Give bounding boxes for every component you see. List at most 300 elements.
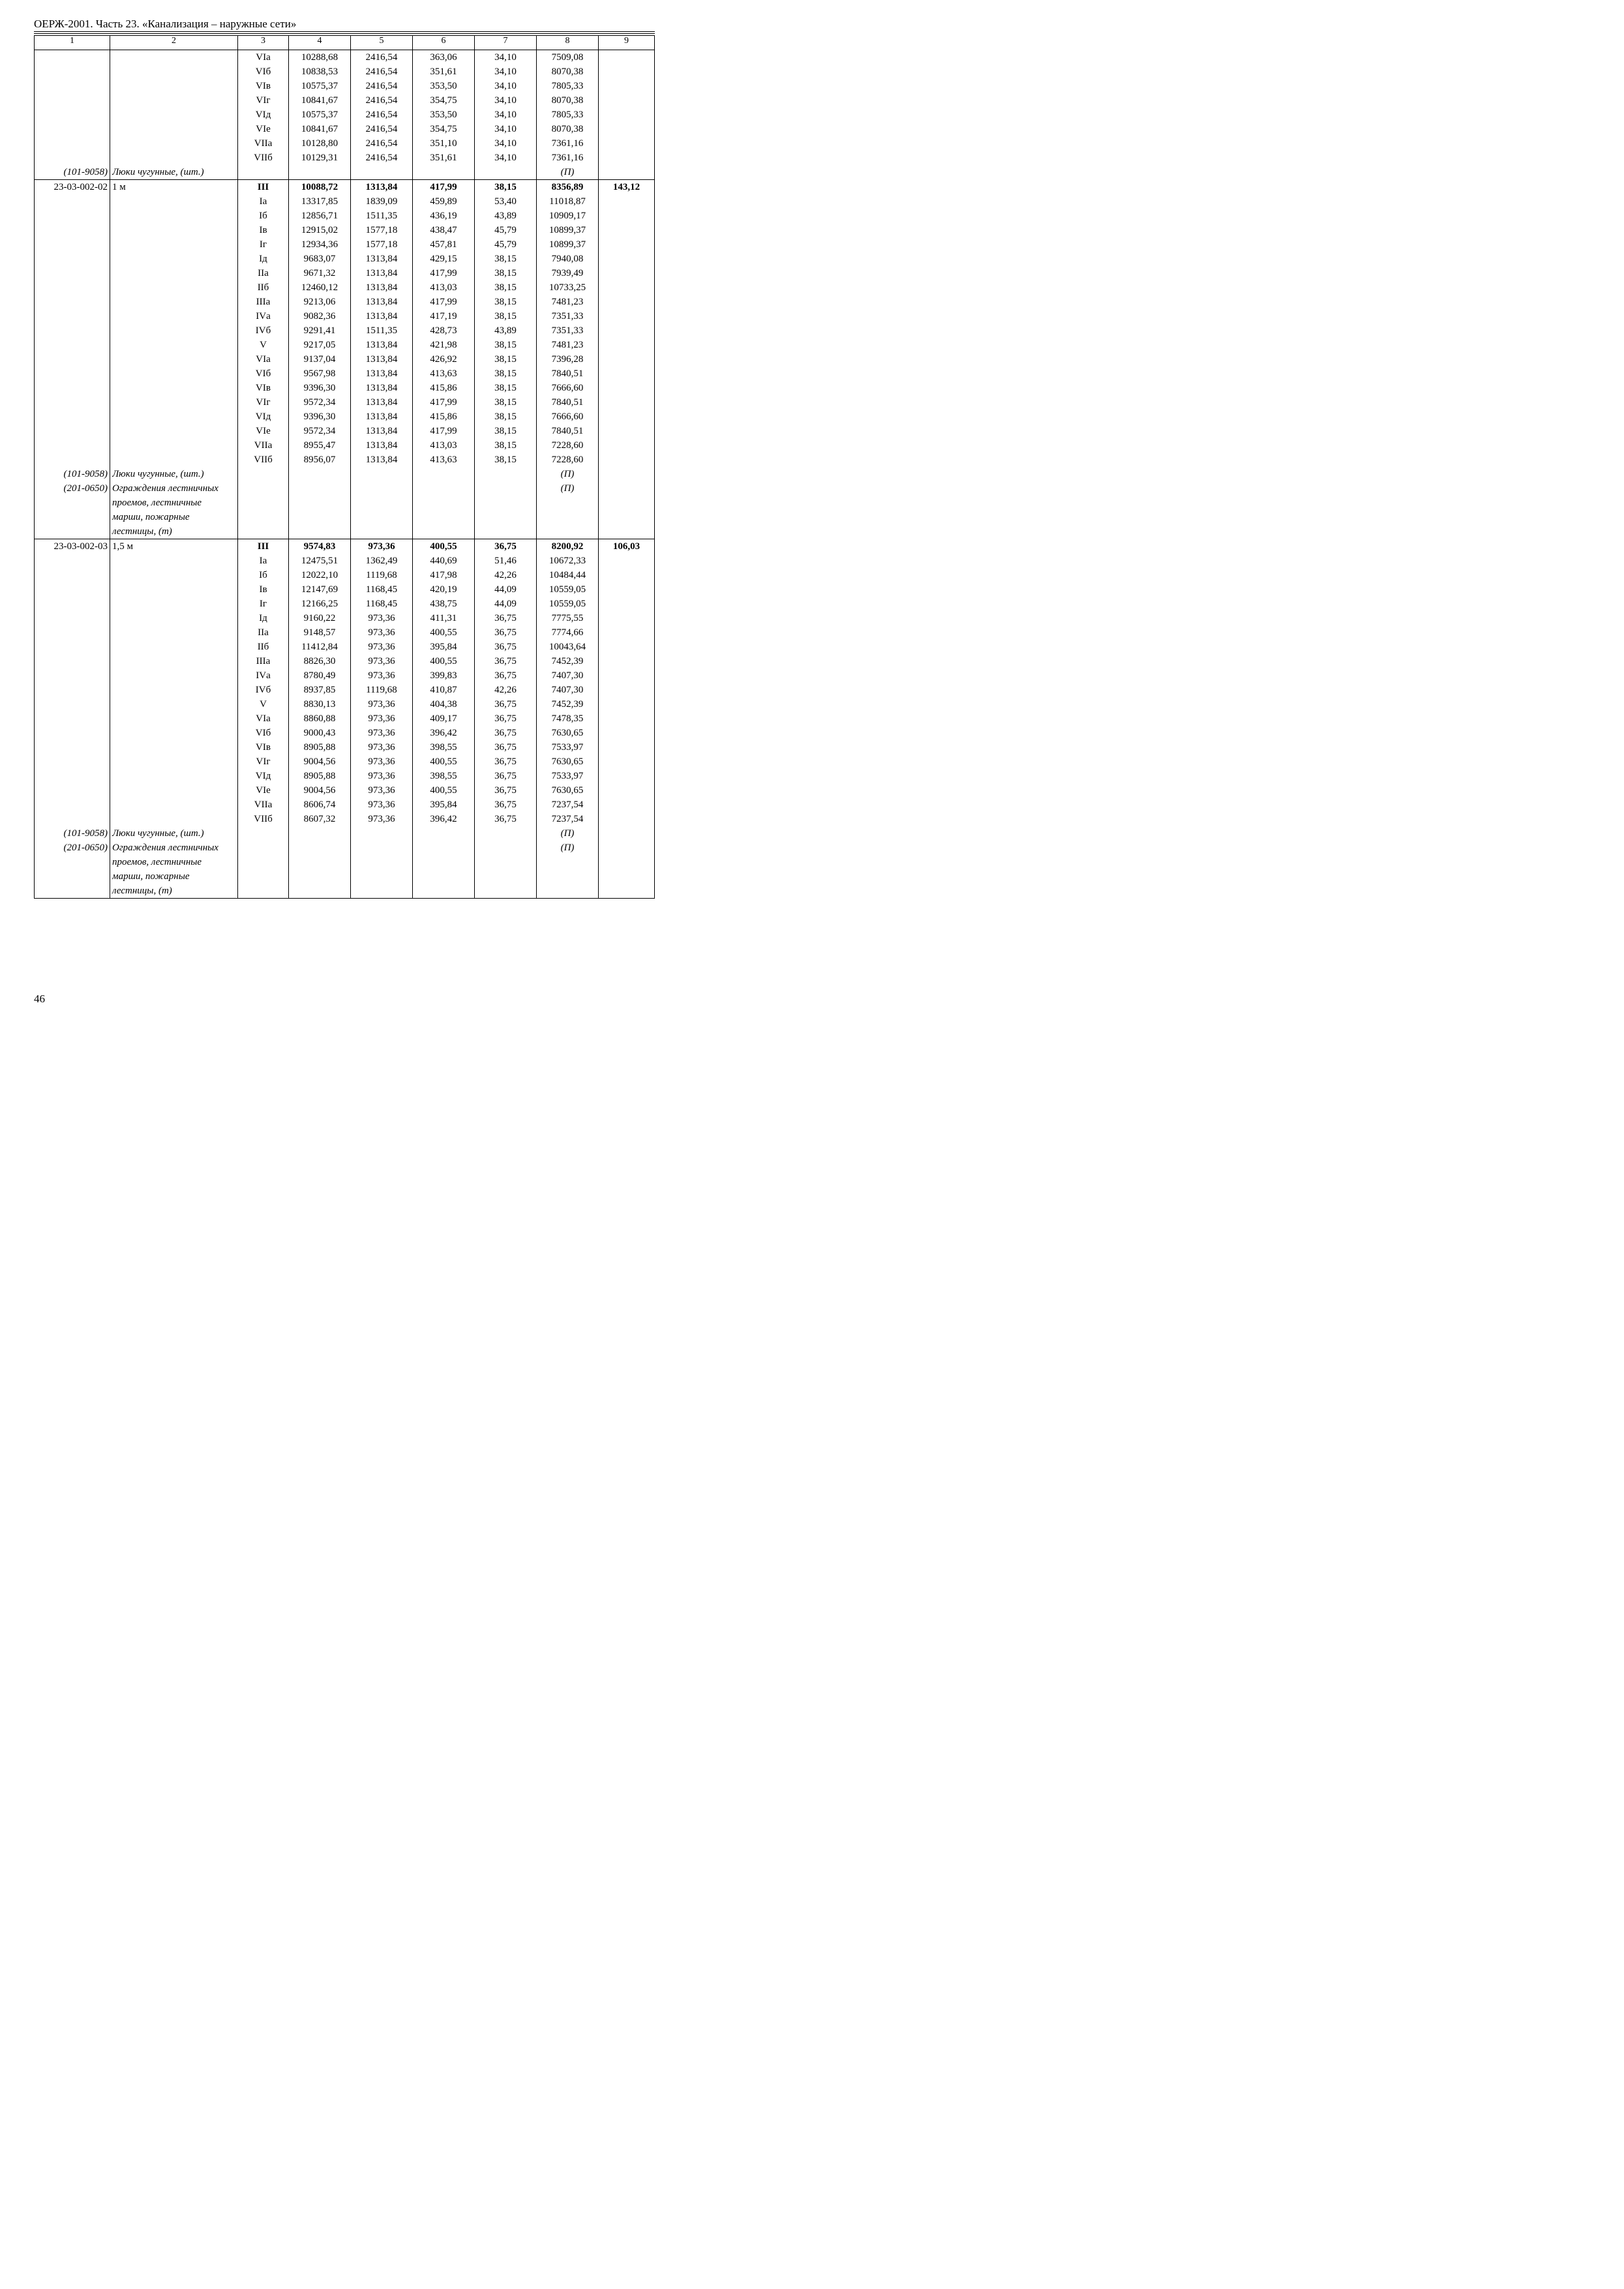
value-cell-5: 973,36: [351, 697, 413, 711]
value-cell-4: 8826,30: [289, 654, 351, 668]
value-cell-6: 400,55: [413, 539, 475, 554]
value-cell-5: 1168,45: [351, 582, 413, 597]
zone-cell: Iб: [238, 568, 289, 582]
value-cell-6: 438,75: [413, 597, 475, 611]
value-cell-4: 12856,71: [289, 209, 351, 223]
value-cell-7: 38,15: [475, 338, 537, 352]
name-cell: [110, 668, 238, 683]
value-cell-4: 10288,68: [289, 50, 351, 65]
value-cell-4: [289, 841, 351, 899]
value-cell-4: 9213,06: [289, 295, 351, 309]
value-cell-8: 7840,51: [537, 395, 599, 410]
code-cell: [35, 79, 110, 93]
column-header: 3: [238, 36, 289, 50]
table-row: [35, 582, 655, 597]
value-cell-5: 1362,49: [351, 554, 413, 568]
value-cell-6: [413, 826, 475, 841]
name-cell: [110, 755, 238, 769]
value-cell-4: 8955,47: [289, 438, 351, 453]
name-cell: [110, 453, 238, 467]
value-cell-7: [475, 481, 537, 539]
code-cell: [35, 769, 110, 783]
value-cell-8: 7840,51: [537, 367, 599, 381]
value-cell-9: [599, 280, 655, 295]
value-cell-6: 353,50: [413, 79, 475, 93]
name-cell: [110, 93, 238, 108]
value-cell-5: [351, 165, 413, 180]
value-cell-4: 11412,84: [289, 640, 351, 654]
value-cell-4: 10575,37: [289, 108, 351, 122]
value-cell-4: [289, 481, 351, 539]
value-cell-6: 438,47: [413, 223, 475, 237]
zone-cell: VIIа: [238, 798, 289, 812]
code-cell: [35, 395, 110, 410]
name-cell: [110, 280, 238, 295]
value-cell-5: 973,36: [351, 611, 413, 625]
value-cell-4: 12934,36: [289, 237, 351, 252]
value-cell-5: 2416,54: [351, 79, 413, 93]
value-cell-9: [599, 826, 655, 841]
zone-cell: III: [238, 539, 289, 554]
zone-cell: [238, 467, 289, 481]
value-cell-7: 34,10: [475, 79, 537, 93]
value-cell-8: 7940,08: [537, 252, 599, 266]
value-cell-4: 12166,25: [289, 597, 351, 611]
zone-cell: VIа: [238, 50, 289, 65]
table-row: [35, 438, 655, 453]
zone-cell: V: [238, 338, 289, 352]
value-cell-5: 1313,84: [351, 410, 413, 424]
value-cell-5: 2416,54: [351, 122, 413, 136]
table-row: [35, 453, 655, 467]
value-cell-7: 51,46: [475, 554, 537, 568]
value-cell-4: 12460,12: [289, 280, 351, 295]
zone-cell: IIIа: [238, 654, 289, 668]
zone-cell: VIе: [238, 424, 289, 438]
value-cell-6: 351,61: [413, 151, 475, 165]
value-cell-8: 7228,60: [537, 438, 599, 453]
value-cell-7: 45,79: [475, 237, 537, 252]
value-cell-6: [413, 467, 475, 481]
zone-cell: IVа: [238, 668, 289, 683]
value-cell-7: 36,75: [475, 625, 537, 640]
value-cell-4: 9567,98: [289, 367, 351, 381]
value-cell-4: 12915,02: [289, 223, 351, 237]
column-header: 9: [599, 36, 655, 50]
value-cell-6: 400,55: [413, 625, 475, 640]
code-cell: [35, 65, 110, 79]
value-cell-8: 7939,49: [537, 266, 599, 280]
value-cell-8: (П): [537, 481, 599, 539]
value-cell-6: 400,55: [413, 783, 475, 798]
zone-cell: [238, 481, 289, 539]
value-cell-6: 404,38: [413, 697, 475, 711]
zone-cell: IIа: [238, 266, 289, 280]
value-cell-6: 399,83: [413, 668, 475, 683]
material-name-line: проемов, лестничные: [112, 498, 202, 508]
zone-cell: Iв: [238, 582, 289, 597]
value-cell-9: [599, 582, 655, 597]
code-cell: 23-03-002-02: [35, 180, 110, 195]
value-cell-9: [599, 568, 655, 582]
value-cell-4: 8830,13: [289, 697, 351, 711]
value-cell-5: 1313,84: [351, 381, 413, 395]
value-cell-5: 2416,54: [351, 136, 413, 151]
value-cell-8: 7481,23: [537, 338, 599, 352]
value-cell-8: 8356,89: [537, 180, 599, 195]
table-row: [35, 711, 655, 726]
value-cell-8: 7407,30: [537, 668, 599, 683]
value-cell-7: 53,40: [475, 194, 537, 209]
value-cell-6: 426,92: [413, 352, 475, 367]
value-cell-4: 9671,32: [289, 266, 351, 280]
value-cell-9: [599, 165, 655, 180]
value-cell-6: 413,63: [413, 367, 475, 381]
value-cell-9: [599, 740, 655, 755]
value-cell-6: 428,73: [413, 323, 475, 338]
value-cell-4: 9160,22: [289, 611, 351, 625]
name-cell: [110, 740, 238, 755]
zone-cell: IIа: [238, 625, 289, 640]
name-cell: [110, 338, 238, 352]
name-cell: [110, 424, 238, 438]
code-cell: [35, 223, 110, 237]
value-cell-4: [289, 165, 351, 180]
value-cell-5: 973,36: [351, 755, 413, 769]
zone-cell: Iа: [238, 554, 289, 568]
name-cell: [110, 395, 238, 410]
name-cell: [110, 252, 238, 266]
code-cell: [35, 568, 110, 582]
value-cell-6: 457,81: [413, 237, 475, 252]
material-name-line: марши, пожарные: [112, 871, 190, 882]
value-cell-6: 354,75: [413, 93, 475, 108]
material-row: [35, 841, 655, 899]
zone-cell: VIв: [238, 740, 289, 755]
material-name-line: лестницы, (т): [112, 886, 172, 896]
value-cell-5: 1511,35: [351, 323, 413, 338]
name-cell: [110, 697, 238, 711]
table-row: [35, 640, 655, 654]
value-cell-6: 413,03: [413, 280, 475, 295]
value-cell-8: 7533,97: [537, 769, 599, 783]
value-cell-9: [599, 812, 655, 826]
value-cell-9: [599, 122, 655, 136]
value-cell-5: 1511,35: [351, 209, 413, 223]
code-cell: [35, 812, 110, 826]
value-cell-8: 10484,44: [537, 568, 599, 582]
value-cell-7: 34,10: [475, 136, 537, 151]
value-cell-7: 38,15: [475, 367, 537, 381]
value-cell-4: 9004,56: [289, 755, 351, 769]
value-cell-7: 38,15: [475, 438, 537, 453]
table-row: [35, 381, 655, 395]
value-cell-4: 12475,51: [289, 554, 351, 568]
value-cell-4: 9082,36: [289, 309, 351, 323]
value-cell-5: 1839,09: [351, 194, 413, 209]
value-cell-8: 7666,60: [537, 381, 599, 395]
value-cell-7: 38,15: [475, 352, 537, 367]
code-cell: [35, 453, 110, 467]
value-cell-8: 7775,55: [537, 611, 599, 625]
code-cell: [35, 209, 110, 223]
name-cell: [110, 79, 238, 93]
value-cell-9: [599, 309, 655, 323]
code-cell: [35, 597, 110, 611]
table-row: [35, 280, 655, 295]
value-cell-6: 363,06: [413, 50, 475, 65]
value-cell-5: 2416,54: [351, 50, 413, 65]
value-cell-6: 417,99: [413, 424, 475, 438]
value-cell-7: [475, 165, 537, 180]
code-cell: [35, 683, 110, 697]
value-cell-7: [475, 467, 537, 481]
value-cell-6: 417,19: [413, 309, 475, 323]
table-row: [35, 625, 655, 640]
value-cell-9: [599, 352, 655, 367]
value-cell-9: [599, 554, 655, 568]
value-cell-4: 9396,30: [289, 381, 351, 395]
table-row: [35, 209, 655, 223]
value-cell-6: 417,99: [413, 266, 475, 280]
value-cell-4: 10575,37: [289, 79, 351, 93]
value-cell-5: 973,36: [351, 740, 413, 755]
name-cell: [110, 410, 238, 424]
value-cell-7: 38,15: [475, 280, 537, 295]
value-cell-6: 413,63: [413, 453, 475, 467]
value-cell-6: 415,86: [413, 410, 475, 424]
table-row: [35, 309, 655, 323]
zone-cell: VIг: [238, 395, 289, 410]
code-cell: [35, 438, 110, 453]
value-cell-5: 2416,54: [351, 65, 413, 79]
value-cell-4: 8905,88: [289, 740, 351, 755]
table-row: [35, 755, 655, 769]
value-cell-9: [599, 93, 655, 108]
value-cell-6: 400,55: [413, 654, 475, 668]
value-cell-7: 36,75: [475, 668, 537, 683]
value-cell-6: 398,55: [413, 740, 475, 755]
table-row: [35, 568, 655, 582]
value-cell-8: 10559,05: [537, 597, 599, 611]
table-row: [35, 50, 655, 65]
code-cell: [35, 338, 110, 352]
value-cell-7: 34,10: [475, 122, 537, 136]
zone-cell: IVб: [238, 683, 289, 697]
name-cell: [110, 295, 238, 309]
value-cell-7: 34,10: [475, 151, 537, 165]
zone-cell: VIг: [238, 755, 289, 769]
table-row: [35, 554, 655, 568]
value-cell-9: [599, 625, 655, 640]
table-row: [35, 93, 655, 108]
value-cell-8: 8200,92: [537, 539, 599, 554]
value-cell-7: 36,75: [475, 783, 537, 798]
value-cell-6: 353,50: [413, 108, 475, 122]
column-header: 8: [537, 36, 599, 50]
value-cell-7: 38,15: [475, 295, 537, 309]
value-cell-8: 7407,30: [537, 683, 599, 697]
zone-cell: IVб: [238, 323, 289, 338]
material-row: [35, 481, 655, 539]
zone-cell: VIв: [238, 381, 289, 395]
table-row: [35, 597, 655, 611]
value-cell-9: 143,12: [599, 180, 655, 195]
value-cell-7: 43,89: [475, 323, 537, 338]
value-cell-6: 421,98: [413, 338, 475, 352]
value-cell-9: [599, 769, 655, 783]
material-name-line: проемов, лестничные: [112, 857, 202, 867]
table-row: [35, 338, 655, 352]
value-cell-7: 34,10: [475, 50, 537, 65]
value-cell-9: [599, 323, 655, 338]
value-cell-4: 8606,74: [289, 798, 351, 812]
value-cell-5: 973,36: [351, 640, 413, 654]
value-cell-5: 1313,84: [351, 395, 413, 410]
name-cell: [110, 367, 238, 381]
value-cell-5: 1119,68: [351, 568, 413, 582]
value-cell-9: [599, 136, 655, 151]
name-cell: [110, 554, 238, 568]
value-cell-4: 9683,07: [289, 252, 351, 266]
value-cell-4: 8607,32: [289, 812, 351, 826]
value-cell-8: 11018,87: [537, 194, 599, 209]
value-cell-9: [599, 611, 655, 625]
value-cell-5: 973,36: [351, 783, 413, 798]
name-cell: [110, 438, 238, 453]
value-cell-6: 400,55: [413, 755, 475, 769]
zone-cell: VIIб: [238, 151, 289, 165]
value-cell-5: 1313,84: [351, 266, 413, 280]
table-row: [35, 252, 655, 266]
value-cell-9: 106,03: [599, 539, 655, 554]
value-cell-4: 9572,34: [289, 395, 351, 410]
value-cell-4: [289, 467, 351, 481]
material-name-line: Ограждения лестничных: [112, 483, 218, 494]
value-cell-4: 8860,88: [289, 711, 351, 726]
value-cell-8: 8070,38: [537, 65, 599, 79]
zone-cell: VIд: [238, 769, 289, 783]
value-cell-5: 973,36: [351, 711, 413, 726]
value-cell-6: 354,75: [413, 122, 475, 136]
code-cell: [35, 424, 110, 438]
value-cell-6: 436,19: [413, 209, 475, 223]
zone-cell: Iд: [238, 252, 289, 266]
name-cell: [110, 726, 238, 740]
value-cell-6: 417,99: [413, 180, 475, 195]
value-cell-8: 7805,33: [537, 79, 599, 93]
value-cell-6: 396,42: [413, 812, 475, 826]
zone-cell: VIIб: [238, 453, 289, 467]
value-cell-5: 1313,84: [351, 295, 413, 309]
value-cell-9: [599, 726, 655, 740]
value-cell-7: 36,75: [475, 755, 537, 769]
name-cell: 1 м: [110, 180, 238, 195]
value-cell-7: 34,10: [475, 65, 537, 79]
value-cell-9: [599, 654, 655, 668]
table-row: [35, 395, 655, 410]
value-cell-7: 43,89: [475, 209, 537, 223]
name-cell: [110, 481, 238, 539]
value-cell-8: 7805,33: [537, 108, 599, 122]
value-cell-5: 1119,68: [351, 683, 413, 697]
name-cell: [110, 611, 238, 625]
value-cell-9: [599, 481, 655, 539]
value-cell-5: 2416,54: [351, 108, 413, 122]
code-cell: [35, 640, 110, 654]
value-cell-8: (П): [537, 165, 599, 180]
name-cell: Люки чугунные, (шт.): [110, 826, 238, 841]
code-cell: [35, 108, 110, 122]
column-header: 4: [289, 36, 351, 50]
value-cell-5: 1313,84: [351, 180, 413, 195]
code-cell: [35, 755, 110, 769]
value-cell-5: 1313,84: [351, 252, 413, 266]
header-rule: [34, 31, 655, 32]
table-row: [35, 726, 655, 740]
table-row: [35, 237, 655, 252]
value-cell-9: [599, 697, 655, 711]
value-cell-8: 7228,60: [537, 453, 599, 467]
code-cell: (101-9058): [35, 467, 110, 481]
name-cell: [110, 640, 238, 654]
value-cell-4: 8905,88: [289, 769, 351, 783]
name-cell: [110, 769, 238, 783]
value-cell-9: [599, 798, 655, 812]
value-cell-7: 36,75: [475, 697, 537, 711]
value-cell-4: 12147,69: [289, 582, 351, 597]
name-cell: Люки чугунные, (шт.): [110, 467, 238, 481]
value-cell-9: [599, 237, 655, 252]
value-cell-7: [475, 841, 537, 899]
value-cell-6: 459,89: [413, 194, 475, 209]
value-cell-6: 415,86: [413, 381, 475, 395]
code-cell: [35, 381, 110, 395]
value-cell-9: [599, 438, 655, 453]
zone-cell: Iг: [238, 597, 289, 611]
zone-cell: Iа: [238, 194, 289, 209]
value-cell-4: 10841,67: [289, 122, 351, 136]
value-cell-8: 7351,33: [537, 323, 599, 338]
name-cell: [110, 309, 238, 323]
column-header: 5: [351, 36, 413, 50]
value-cell-9: [599, 711, 655, 726]
value-cell-8: 7361,16: [537, 151, 599, 165]
value-cell-4: 10129,31: [289, 151, 351, 165]
value-cell-5: 973,36: [351, 798, 413, 812]
value-cell-4: 9004,56: [289, 783, 351, 798]
value-cell-4: 10088,72: [289, 180, 351, 195]
zone-cell: VIIа: [238, 438, 289, 453]
value-cell-6: 417,98: [413, 568, 475, 582]
value-cell-7: 36,75: [475, 711, 537, 726]
value-cell-9: [599, 597, 655, 611]
value-cell-7: 34,10: [475, 93, 537, 108]
code-cell: [35, 323, 110, 338]
name-cell: [110, 654, 238, 668]
value-cell-7: 36,75: [475, 798, 537, 812]
name-cell: [110, 381, 238, 395]
code-cell: [35, 611, 110, 625]
zone-cell: VIб: [238, 65, 289, 79]
name-cell: [110, 65, 238, 79]
table-row: [35, 769, 655, 783]
value-cell-8: 7533,97: [537, 740, 599, 755]
value-cell-5: 973,36: [351, 539, 413, 554]
value-cell-7: 36,75: [475, 769, 537, 783]
code-cell: [35, 367, 110, 381]
zone-cell: Iв: [238, 223, 289, 237]
